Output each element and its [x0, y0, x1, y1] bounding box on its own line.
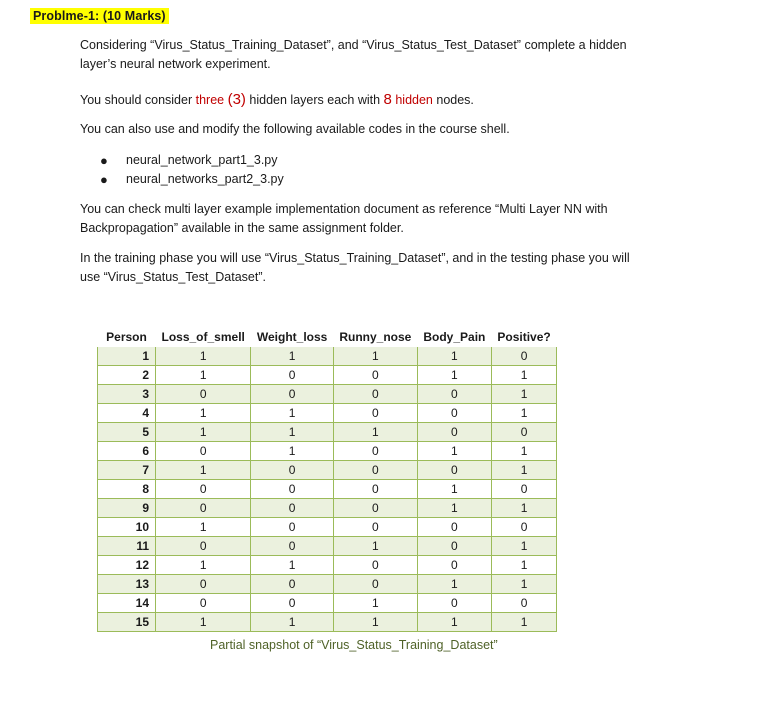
value-cell: 0: [333, 575, 417, 594]
table-row: [98, 613, 557, 632]
person-id-cell: 4: [98, 404, 156, 423]
value-cell: 1: [333, 537, 417, 556]
hidden-layers-paragraph: [80, 90, 650, 110]
hidden-layers-text-3: nodes.: [432, 93, 474, 107]
code-file-list: [100, 151, 284, 189]
problem-heading: Problme-1: (10 Marks): [30, 8, 169, 24]
code-file-name: neural_networks_part2_3.py: [126, 172, 284, 186]
value-cell: 0: [251, 575, 333, 594]
value-cell: 1: [491, 556, 556, 575]
value-cell: 1: [156, 423, 251, 442]
table-caption: Partial snapshot of “Virus_Status_Training_Dataset”: [210, 638, 498, 652]
hidden-layers-count-number: (3): [227, 91, 246, 108]
column-header: Runny_nose: [333, 327, 417, 347]
table-row: [98, 499, 557, 518]
reference-paragraph: You can check multi layer example implementation document as reference “Multi Layer NN with Backpropagation” available in the same assignment folder.: [80, 202, 608, 235]
table-row: [98, 385, 557, 404]
person-id-cell: 13: [98, 575, 156, 594]
value-cell: 0: [333, 385, 417, 404]
value-cell: 1: [491, 461, 556, 480]
person-id-cell: 9: [98, 499, 156, 518]
value-cell: 1: [251, 404, 333, 423]
value-cell: 1: [156, 366, 251, 385]
hidden-nodes-word: hidden: [391, 93, 433, 107]
bullet-icon: ●: [100, 153, 108, 168]
column-header: Positive?: [491, 327, 556, 347]
value-cell: 1: [156, 613, 251, 632]
person-id-cell: 8: [98, 480, 156, 499]
table-header-row: [98, 327, 557, 347]
value-cell: 1: [491, 385, 556, 404]
table-row: [98, 518, 557, 537]
value-cell: 1: [251, 442, 333, 461]
value-cell: 1: [491, 442, 556, 461]
table-row: [98, 594, 557, 613]
person-id-cell: 6: [98, 442, 156, 461]
value-cell: 0: [251, 594, 333, 613]
value-cell: 0: [491, 347, 556, 366]
bullet-icon: ●: [100, 172, 108, 187]
value-cell: 0: [251, 480, 333, 499]
value-cell: 0: [417, 556, 491, 575]
value-cell: 0: [156, 499, 251, 518]
value-cell: 0: [333, 461, 417, 480]
value-cell: 1: [417, 480, 491, 499]
table-row: [98, 480, 557, 499]
value-cell: 0: [491, 518, 556, 537]
person-id-cell: 5: [98, 423, 156, 442]
table-row: [98, 537, 557, 556]
value-cell: 1: [251, 347, 333, 366]
value-cell: 0: [417, 594, 491, 613]
value-cell: 1: [417, 575, 491, 594]
column-header: Weight_loss: [251, 327, 333, 347]
value-cell: 1: [491, 366, 556, 385]
person-id-cell: 10: [98, 518, 156, 537]
intro-paragraph: Considering “Virus_Status_Training_Dataset”, and “Virus_Status_Test_Dataset” complete a hidden layer’s neural network experiment.: [80, 38, 627, 71]
value-cell: 0: [251, 537, 333, 556]
value-cell: 0: [156, 575, 251, 594]
value-cell: 0: [417, 461, 491, 480]
table-row: [98, 347, 557, 366]
person-id-cell: 14: [98, 594, 156, 613]
person-id-cell: 15: [98, 613, 156, 632]
column-header: Loss_of_smell: [156, 327, 251, 347]
table-row: [98, 366, 557, 385]
value-cell: 1: [251, 613, 333, 632]
person-id-cell: 7: [98, 461, 156, 480]
value-cell: 1: [333, 347, 417, 366]
value-cell: 1: [333, 423, 417, 442]
value-cell: 0: [251, 385, 333, 404]
value-cell: 0: [251, 461, 333, 480]
value-cell: 0: [491, 480, 556, 499]
value-cell: 0: [251, 366, 333, 385]
value-cell: 0: [417, 423, 491, 442]
value-cell: 1: [491, 537, 556, 556]
training-dataset-table: [97, 327, 557, 632]
value-cell: 0: [156, 594, 251, 613]
value-cell: 0: [156, 480, 251, 499]
phase-paragraph: In the training phase you will use “Virus_Status_Training_Dataset”, and in the testing phase you will use “Virus_Status_Test_Dataset”.: [80, 251, 630, 284]
value-cell: 1: [156, 461, 251, 480]
value-cell: 1: [156, 404, 251, 423]
value-cell: 0: [251, 518, 333, 537]
person-id-cell: 11: [98, 537, 156, 556]
table-row: [98, 575, 557, 594]
value-cell: 0: [333, 556, 417, 575]
value-cell: 1: [417, 347, 491, 366]
person-id-cell: 1: [98, 347, 156, 366]
table-row: [98, 404, 557, 423]
value-cell: 1: [491, 613, 556, 632]
value-cell: 0: [333, 442, 417, 461]
table-row: [98, 556, 557, 575]
list-item: [100, 151, 284, 170]
value-cell: 0: [491, 423, 556, 442]
value-cell: 1: [417, 442, 491, 461]
hidden-layers-count-word: three: [195, 93, 225, 107]
value-cell: 1: [333, 594, 417, 613]
value-cell: 0: [417, 404, 491, 423]
column-header: Person: [98, 327, 156, 347]
value-cell: 0: [417, 385, 491, 404]
value-cell: 0: [156, 537, 251, 556]
value-cell: 1: [251, 556, 333, 575]
value-cell: 0: [156, 385, 251, 404]
table-row: [98, 423, 557, 442]
table-row: [98, 461, 557, 480]
person-id-cell: 2: [98, 366, 156, 385]
value-cell: 0: [417, 537, 491, 556]
table-row: [98, 442, 557, 461]
value-cell: 0: [417, 518, 491, 537]
value-cell: 0: [333, 480, 417, 499]
hidden-nodes-count: 8: [383, 91, 392, 108]
code-file-name: neural_network_part1_3.py: [126, 153, 278, 167]
value-cell: 1: [491, 575, 556, 594]
value-cell: 0: [333, 518, 417, 537]
value-cell: 1: [333, 613, 417, 632]
hidden-layers-text-1: You should consider: [80, 93, 196, 107]
value-cell: 0: [156, 442, 251, 461]
hidden-layers-text-2: hidden layers each with: [245, 93, 384, 107]
value-cell: 0: [491, 594, 556, 613]
value-cell: 1: [156, 518, 251, 537]
person-id-cell: 12: [98, 556, 156, 575]
person-id-cell: 3: [98, 385, 156, 404]
value-cell: 1: [417, 366, 491, 385]
value-cell: 1: [491, 404, 556, 423]
column-header: Body_Pain: [417, 327, 491, 347]
value-cell: 0: [333, 499, 417, 518]
value-cell: 1: [491, 499, 556, 518]
value-cell: 1: [156, 556, 251, 575]
value-cell: 1: [156, 347, 251, 366]
value-cell: 0: [333, 404, 417, 423]
value-cell: 0: [333, 366, 417, 385]
value-cell: 1: [417, 613, 491, 632]
value-cell: 1: [251, 423, 333, 442]
value-cell: 0: [251, 499, 333, 518]
codes-paragraph: You can also use and modify the following available codes in the course shell.: [80, 122, 510, 136]
list-item: [100, 170, 284, 189]
value-cell: 1: [417, 499, 491, 518]
